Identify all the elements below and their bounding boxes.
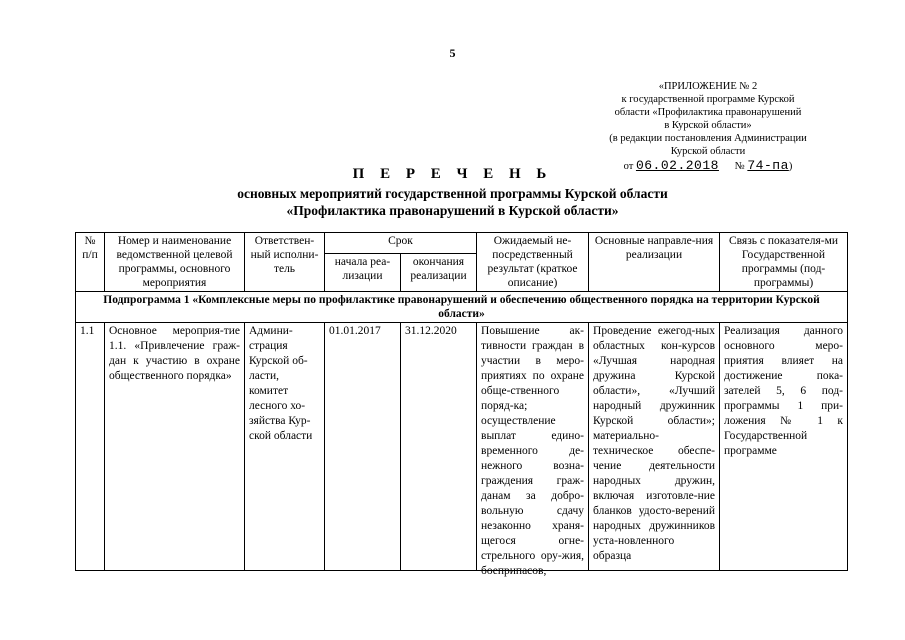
number-label: № (734, 161, 745, 172)
header-directions: Основные направле-ния реализации (589, 233, 720, 292)
row-start (325, 323, 401, 571)
row-end-text: 31.12.2020 (405, 325, 457, 337)
header-end: окончания реализации (401, 253, 477, 291)
row-link (720, 323, 848, 571)
appendix-line: в Курской области» (664, 120, 752, 131)
row-num-text: 1.1 (80, 325, 95, 337)
appendix-line: области «Профилактика правонарушений (614, 107, 802, 118)
row-result-text: Повышение ак-тивности граждан в участии в меро-приятиях по охране обще-ственного поряд-ка; осуществление выплат едино-временного де-нежного возна-граждения граж-данам за добро-вольную сдачу незаконно храня-щегося огне-стрельного ору-жия, боеприпасов, (481, 325, 585, 577)
row-executor-text: Админи-страция Курской об-ласти, комитет лесного хо-зяйства Кур-ской области (249, 325, 313, 442)
header-executor: Ответствен-ный исполни-тель (245, 233, 325, 292)
row-num (76, 323, 105, 571)
subtitle-line-2: «Профилактика правонарушений в Курской области» (286, 203, 619, 218)
row-name (105, 323, 245, 571)
row-start-text: 01.01.2017 (329, 325, 381, 337)
header-num: № п/п (76, 233, 105, 292)
header-link: Связь с показателя-ми Государственной программы (под-программы) (720, 233, 848, 292)
resolution-date: 06.02.2018 (635, 158, 719, 173)
subprogram-title: Подпрограмма 1 «Комплексные меры по профилактике правонарушений и обеспечению общественного порядка на территории Курской области» (76, 292, 848, 323)
document-title: П Е Р Е Ч Е Н Ь (352, 166, 553, 182)
header-start: начала реа-лизации (325, 253, 401, 291)
resolution-date-line: от 06.02.2018 № 74-па) (623, 158, 793, 173)
appendix-line: «ПРИЛОЖЕНИЕ № 2 (658, 81, 758, 92)
row-end (401, 323, 477, 571)
row-link-text: Реализация данного основного меро-приятия влияет на достижение пока-зателей 5, 6 под-программы 1 при-ложения № 1 к Государственной программе (724, 325, 844, 457)
appendix-line: к государственной программе Курской (621, 94, 795, 105)
resolution-number: 74-па (747, 158, 789, 173)
header-name: Номер и наименование ведомственной целевой программы, основного мероприятия (105, 233, 245, 292)
table-header-row (76, 233, 848, 254)
appendix-header (578, 80, 838, 173)
header-term: Срок (325, 233, 477, 254)
page-number: 5 (449, 46, 456, 60)
row-directions (589, 323, 720, 571)
row-name-text: Основное мероприя-тие 1.1. «Привлечение граж-дан к участию в охране общественного порядка» (109, 325, 240, 382)
row-executor (245, 323, 325, 571)
from-label: от (623, 161, 634, 172)
row-directions-text: Проведение ежегод-ных областных кон-курсов «Лучшая народная дружина Курской области», «Лучший народный дружинник Курской области»; материально-техническое обеспе-чение деятельности народных дружин, включая изготовле-ние бланков удосто-верений народных дружинников уста-новленного образца (593, 325, 716, 562)
measures-table (75, 232, 848, 577)
header-result: Ожидаемый не-посредственный результат (краткое описание) (477, 233, 589, 292)
table-row (76, 323, 848, 571)
document-subtitle (0, 185, 905, 219)
row-result (477, 323, 589, 577)
subtitle-line-1: основных мероприятий государственной программы Курской области (237, 186, 668, 201)
subprogram-row (76, 292, 848, 323)
appendix-line: Курской области (670, 146, 746, 157)
appendix-line: (в редакции постановления Администрации (609, 133, 807, 144)
